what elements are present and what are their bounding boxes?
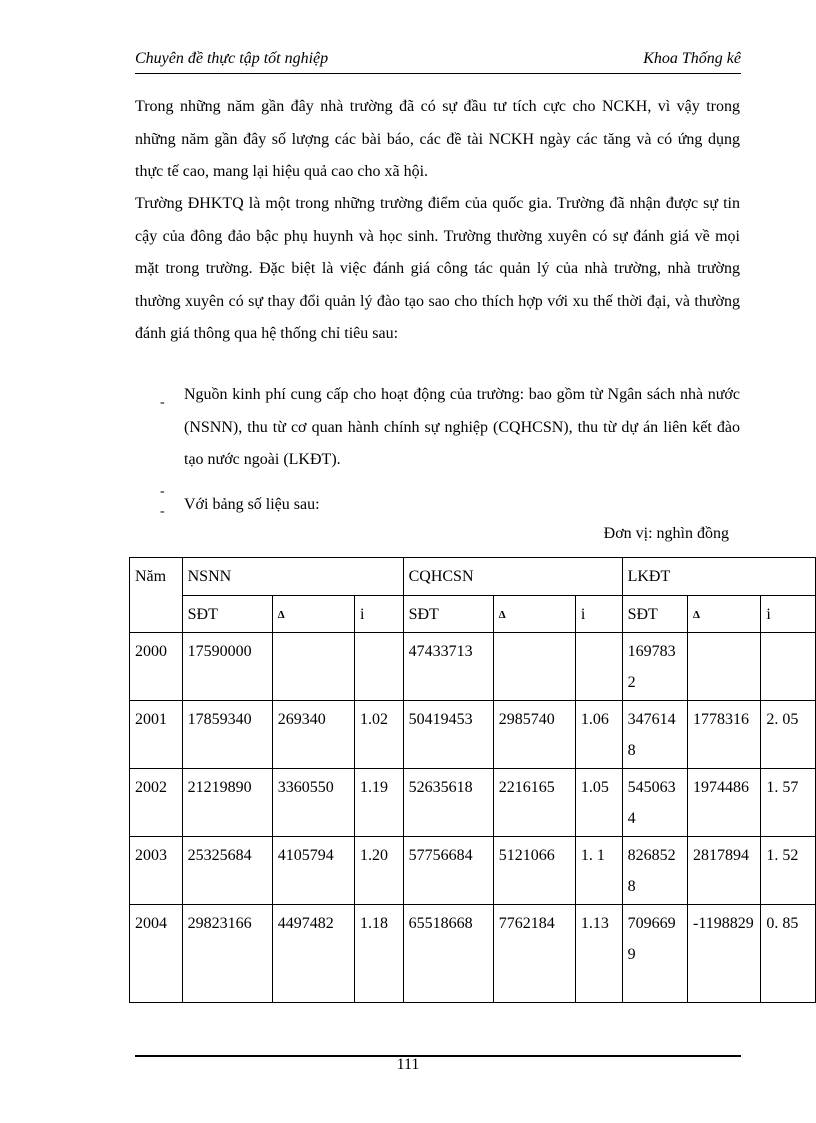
table-cell: 3360550 [272, 769, 354, 837]
table-cell [272, 633, 354, 701]
group-header-lkdt: LKĐT [622, 558, 815, 596]
sub-header-delta: Δ [493, 595, 575, 633]
table-cell: 1. 52 [761, 837, 816, 905]
sub-header-sdt: SĐT [182, 595, 272, 633]
table-cell: 1. 1 [575, 837, 622, 905]
sub-header-sdt: SĐT [403, 595, 493, 633]
year-cell: 2001 [130, 701, 183, 769]
sub-header-i: i [761, 595, 816, 633]
table-cell: 1.13 [575, 905, 622, 1003]
sub-header-i: i [354, 595, 403, 633]
table-cell: 5450634 [622, 769, 687, 837]
sub-header-delta: Δ [272, 595, 354, 633]
table-cell: 0. 85 [761, 905, 816, 1003]
table-cell: 65518668 [403, 905, 493, 1003]
table-cell [575, 633, 622, 701]
table-cell: 29823166 [182, 905, 272, 1003]
table-cell: 57756684 [403, 837, 493, 905]
table-cell: 7096699 [622, 905, 687, 1003]
year-cell: 2004 [130, 905, 183, 1003]
paragraph-1: Trong những năm gần đây nhà trường đã có sự đầu tư tích cực cho NCKH, vì vậy trong những năm gần đây số lượng các bài báo, các đề tài NCKH ngày các tăng và có ứng dụng thực tế cao, mang lại hiệu quả cao cho xã hội. [135, 98, 740, 181]
header-title: Chuyên đề thực tập tốt nghiệp [135, 50, 329, 67]
table-row [130, 769, 816, 837]
year-cell: 2000 [130, 633, 183, 701]
table-cell: 25325684 [182, 837, 272, 905]
bullet-item-1: Nguồn kinh phí cung cấp cho hoạt động của trường: bao gồm từ Ngân sách nhà nước (NSNN), thu từ cơ quan hành chính sự nghiệp (CQHCSN), thu từ dự án liên kết đào tạo nước ngoài (LKĐT). [184, 386, 740, 469]
table-cell: 8268528 [622, 837, 687, 905]
table-cell: 1.18 [354, 905, 403, 1003]
bullet-item-2: Với bảng số liệu sau: [184, 496, 320, 513]
table-row [130, 837, 816, 905]
bullet-dash-empty: - [160, 484, 165, 499]
table-cell: 2216165 [493, 769, 575, 837]
table-cell: 2985740 [493, 701, 575, 769]
sub-header-sdt: SĐT [622, 595, 687, 633]
table-cell [493, 633, 575, 701]
table-cell: 1.19 [354, 769, 403, 837]
bullet-dash-1: - [160, 395, 165, 410]
table-cell [354, 633, 403, 701]
sub-header-i: i [575, 595, 622, 633]
table-cell [688, 633, 761, 701]
table-row [130, 701, 816, 769]
year-cell: 2003 [130, 837, 183, 905]
funding-table [129, 557, 816, 1003]
sub-header-delta: Δ [688, 595, 761, 633]
paragraph-2: Trường ĐHKTQ là một trong những trường điểm của quốc gia. Trường đã nhận được sự tin cậy của đông đảo bậc phụ huynh và học sinh. Trường thường xuyên có sự đánh giá về mọi mặt trong trường. Đặc biệt là việc đánh giá công tác quản lý của nhà trường, nhà trường thường xuyên có sự thay đổi quản lý đào tạo sao cho thích hợp với xu thế thời đại, và thường đánh giá thông qua hệ thống chỉ tiêu sau: [135, 195, 740, 343]
year-cell: 2002 [130, 769, 183, 837]
table-cell: 1778316 [688, 701, 761, 769]
year-header: Năm [130, 558, 183, 633]
table-cell: 5121066 [493, 837, 575, 905]
table-cell: 2817894 [688, 837, 761, 905]
table-cell: 1697832 [622, 633, 687, 701]
table-cell: 50419453 [403, 701, 493, 769]
table-row [130, 905, 816, 1003]
table-cell: 1.06 [575, 701, 622, 769]
group-header-nsnn: NSNN [182, 558, 403, 596]
table-cell: 1.05 [575, 769, 622, 837]
table-cell: 1.20 [354, 837, 403, 905]
table-cell: 3476148 [622, 701, 687, 769]
table-cell: 4105794 [272, 837, 354, 905]
table-cell: 21219890 [182, 769, 272, 837]
group-header-cqhcsn: CQHCSN [403, 558, 622, 596]
table-cell: 17859340 [182, 701, 272, 769]
bullet-dash-2: - [160, 504, 165, 519]
table-cell: -1198829 [688, 905, 761, 1003]
table-cell: 17590000 [182, 633, 272, 701]
header-department: Khoa Thống kê [643, 50, 741, 67]
table-cell: 2. 05 [761, 701, 816, 769]
table-cell: 1. 57 [761, 769, 816, 837]
table-cell: 47433713 [403, 633, 493, 701]
table-cell: 1974486 [688, 769, 761, 837]
table-cell: 4497482 [272, 905, 354, 1003]
table-cell [761, 633, 816, 701]
unit-label: Đơn vị: nghìn đồng [603, 525, 729, 542]
table-cell: 52635618 [403, 769, 493, 837]
table-cell: 269340 [272, 701, 354, 769]
header-rule [135, 73, 741, 74]
table-cell: 1.02 [354, 701, 403, 769]
table-row [130, 633, 816, 701]
table-cell: 7762184 [493, 905, 575, 1003]
page-number: 111 [396, 1056, 420, 1073]
page-header [135, 50, 741, 72]
